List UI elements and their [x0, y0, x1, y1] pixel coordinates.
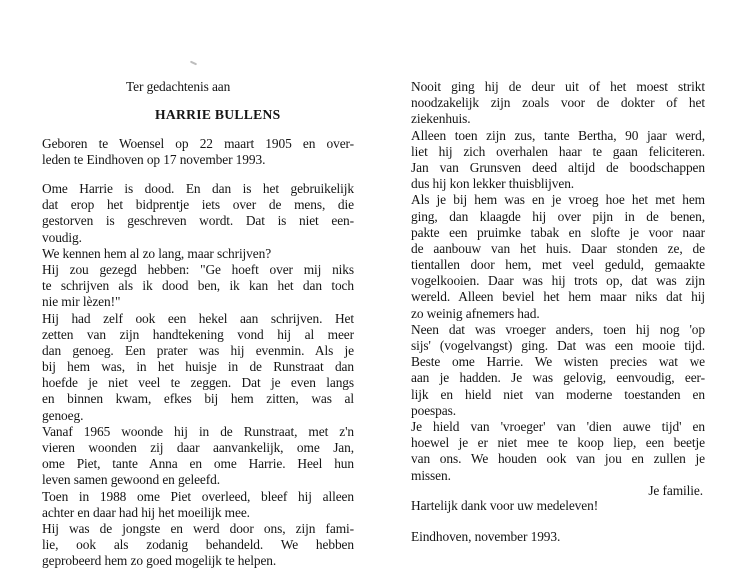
text-line: Toen in 1988 ome Piet overleed, bleef hij alleen	[42, 488, 354, 504]
birth-death-text	[42, 136, 354, 168]
right-column	[411, 0, 705, 585]
text-line: Vanaf 1965 woonde hij in de Runstraat, met z'n	[42, 423, 354, 439]
text-line: Hij zou gezegd hebben: "Ge hoeft over mij niks	[42, 261, 354, 277]
memorial-intro: Ter gedachtenis aan	[126, 79, 231, 94]
text-line: Hij was de jongste en werd door ons, zijn fami-	[42, 520, 354, 536]
text-line: gestorven is geschreven wordt. Dat is niet een-	[42, 213, 354, 229]
text-line: nie mir lèzen!"	[42, 294, 121, 310]
text-line: zo weinig afnemers had.	[411, 305, 540, 321]
text-line: voudig.	[42, 229, 82, 245]
text-line: aan je hadden. Je was gelovig, eenvoudig, eer-	[411, 370, 705, 386]
text-line: Neen dat was vroeger anders, toen hij nog 'op	[411, 321, 705, 337]
text-line: missen.	[411, 467, 451, 483]
text-line: Als je bij hem was en je vroeg hoe het met hem	[411, 192, 705, 208]
text-line: te schrijven als ik dood ben, ik kan het dan toch	[42, 278, 354, 294]
text-line: Geboren te Woensel op 22 maart 1905 en over-	[42, 136, 354, 151]
text-line: Hij had zelf ook een hekel aan schrijven. Het	[42, 310, 354, 326]
text-line: We kennen hem al zo lang, maar schrijven?	[42, 245, 272, 261]
text-line: poespas.	[411, 402, 456, 418]
text-line: genoeg.	[42, 407, 84, 423]
text-line: ziekenhuis.	[411, 111, 471, 127]
memorial-text-left	[42, 181, 354, 570]
deceased-name: HARRIE BULLENS	[155, 107, 281, 122]
text-line: en binnen kwam, efkes bij hem zitten, was al	[42, 391, 354, 407]
text-line: geprobeerd hem zo goed mogelijk te helpen.	[42, 553, 277, 569]
text-line: Jan van Grunsven deed altijd de boodschappen	[411, 159, 705, 175]
text-line: Ome Harrie is dood. En dan is het gebruikelijk	[42, 181, 354, 196]
text-line: tientallen door hem, met veel geduld, gemaakte	[411, 257, 705, 273]
text-line: vogelkooien. Daar was hij trots op, dat was zijn	[411, 273, 705, 289]
thanks-note: Hartelijk dank voor uw medeleven!	[411, 498, 599, 513]
text-line: Alleen toen zijn zus, tante Bertha, 90 jaar werd,	[411, 127, 705, 143]
text-line: vieren woonden zij daar aanvankelijk, ome Jan,	[42, 440, 354, 455]
family-signature: Je familie.	[648, 483, 703, 498]
text-line: achter en daar had hij het moeilijk mee.	[42, 504, 250, 520]
text-line: lijk en hield niet van moderne toestanden en	[411, 386, 705, 402]
text-line: leden te Eindhoven op 17 november 1993.	[42, 152, 266, 168]
text-line: liet hij zich overhalen haar te gaan feliciteren.	[411, 143, 705, 159]
text-line: hoefde je niet veel te zeggen. Dat je even langs	[42, 375, 354, 391]
text-line: ging, dan klaagde hij over pijn in de benen,	[411, 208, 705, 224]
text-line: pakte een pruimke tabak en slofte je voor naar	[411, 224, 705, 240]
text-line: sijs' (vogelvangst) ging. Dat was een mooie tijd.	[411, 338, 705, 353]
text-line: noodzakelijk zijn zoals voor de dokter of het	[411, 95, 705, 111]
text-line: wereld. Alleen beviel het hem maar niks dat hij	[411, 289, 705, 305]
text-line: van ons. We houden ook van jou en zullen je	[411, 451, 705, 467]
text-line: leven samen gewoond en geleefd.	[42, 472, 220, 488]
text-line: dus hij kon lekker thuisblijven.	[411, 176, 575, 192]
text-line: bij hem was, in het huisje in de Runstraat dan	[42, 359, 354, 375]
text-line: Je hield van 'vroeger' van 'dien auwe tijd' en	[411, 418, 705, 434]
memorial-text-right	[411, 79, 705, 484]
left-column	[42, 0, 354, 585]
place-date: Eindhoven, november 1993.	[411, 529, 561, 544]
text-line: dat erop het bidprentje iets over de mens, die	[42, 197, 354, 213]
text-line: dan genoeg. Een prater was hij evenmin. Als je	[42, 342, 354, 358]
text-line: zetten van zijn handtekening vond hij al meer	[42, 326, 354, 342]
text-line: Nooit ging hij de deur uit of het moest strikt	[411, 79, 705, 94]
text-line: ome Piet, tante Anna en ome Harrie. Heel hun	[42, 456, 354, 472]
text-line: de aanbouw van het huis. Daar stonden ze, de	[411, 240, 705, 256]
text-line: hoewel je er niet mee te koop liep, een beetje	[411, 435, 705, 451]
text-line: Beste ome Harrie. We wisten precies wat we	[411, 354, 705, 370]
text-line: lie, ook als zodanig behandeld. We hebben	[42, 537, 354, 553]
